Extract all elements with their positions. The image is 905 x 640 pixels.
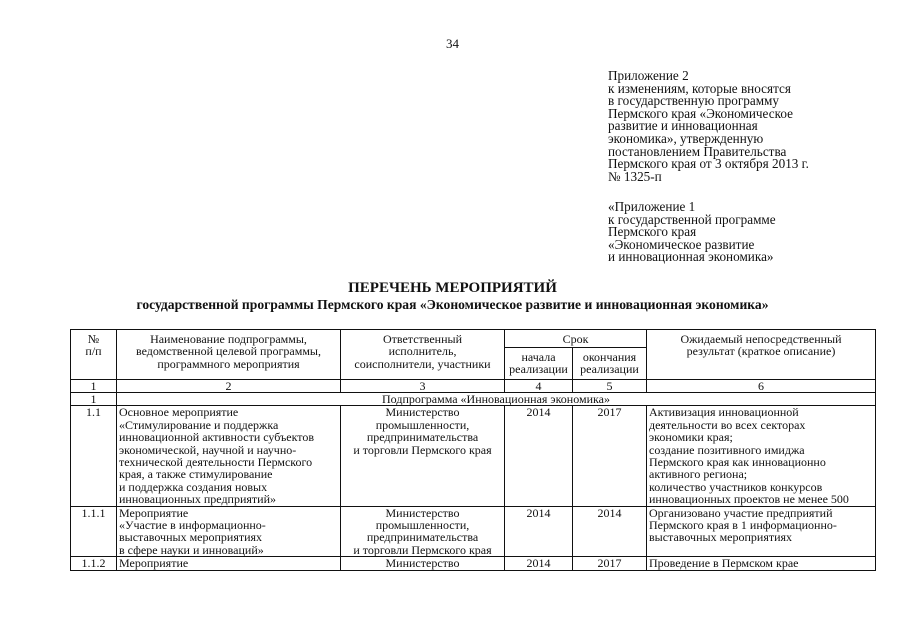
row-executor: Министерство: [341, 557, 505, 570]
table-row: [71, 506, 876, 557]
table-row: [71, 557, 876, 570]
subprogram-row: [71, 393, 876, 406]
column-number: 6: [647, 380, 876, 393]
row-num: 1.1.2: [71, 557, 117, 570]
column-number: 2: [117, 380, 341, 393]
header-name: Наименование подпрограммы, ведомственной целевой программы, программного мероприятия: [117, 330, 341, 380]
header-start: начала реализации: [505, 348, 573, 380]
row-name: Мероприятие: [117, 557, 341, 570]
activities-table: [70, 329, 876, 571]
row-result: Проведение в Пермском крае: [647, 557, 876, 570]
column-number: 4: [505, 380, 573, 393]
row-result: Активизация инновационной деятельности во всех секторах экономики края; создание позитивного имиджа Пермского края как инновационно активного региона; количество участников конкурсов инновационных проектов не менее 500: [647, 406, 876, 506]
subprogram-num: 1: [71, 393, 117, 406]
table-row: [71, 406, 876, 506]
row-end: 2017: [573, 557, 647, 570]
row-start: 2014: [505, 506, 573, 557]
document-subtitle: государственной программы Пермского края «Экономическое развитие и инновационная экономика»: [136, 297, 769, 312]
appendix-note-program: «Приложение 1 к государственной программе Пермского края «Экономическое развитие и инновационная экономика»: [608, 199, 776, 265]
column-number: 1: [71, 380, 117, 393]
header-result: Ожидаемый непосредственный результат (краткое описание): [647, 330, 876, 380]
column-number: 3: [341, 380, 505, 393]
row-start: 2014: [505, 406, 573, 506]
header-num: № п/п: [71, 330, 117, 380]
column-numbers-row: [71, 380, 876, 393]
table-header-row: [71, 330, 876, 348]
row-end: 2014: [573, 506, 647, 557]
row-start: 2014: [505, 557, 573, 570]
row-num: 1.1: [71, 406, 117, 506]
row-name: Основное мероприятие «Стимулирование и поддержка инновационной активности субъектов экономической, научной и научно- технической деятельности Пермского края, а также стимулирование и поддержка создания новых инновационных предприятий»: [117, 406, 341, 506]
subprogram-title: Подпрограмма «Инновационная экономика»: [117, 393, 876, 406]
page-number: 34: [446, 36, 459, 51]
appendix-note-amendment: Приложение 2 к изменениям, которые вносятся в государственную программу Пермского края «Экономическое развитие и инновационная экономика», утвержденную постановлением Правительства Пермского края от 3 октября 2013 г. № 1325-п: [608, 68, 809, 184]
row-num: 1.1.1: [71, 506, 117, 557]
column-number: 5: [573, 380, 647, 393]
row-end: 2017: [573, 406, 647, 506]
row-result: Организовано участие предприятий Пермского края в 1 информационно- выставочных мероприятиях: [647, 506, 876, 557]
header-executor: Ответственный исполнитель, соисполнители, участники: [341, 330, 505, 380]
header-term: Срок: [505, 330, 647, 348]
row-executor: Министерство промышленности, предпринимательства и торговли Пермского края: [341, 406, 505, 506]
header-end: окончания реализации: [573, 348, 647, 380]
document-title: ПЕРЕЧЕНЬ МЕРОПРИЯТИЙ: [348, 280, 557, 296]
row-name: Мероприятие «Участие в информационно- выставочных мероприятиях в сфере науки и инноваций»: [117, 506, 341, 557]
row-executor: Министерство промышленности, предпринимательства и торговли Пермского края: [341, 506, 505, 557]
